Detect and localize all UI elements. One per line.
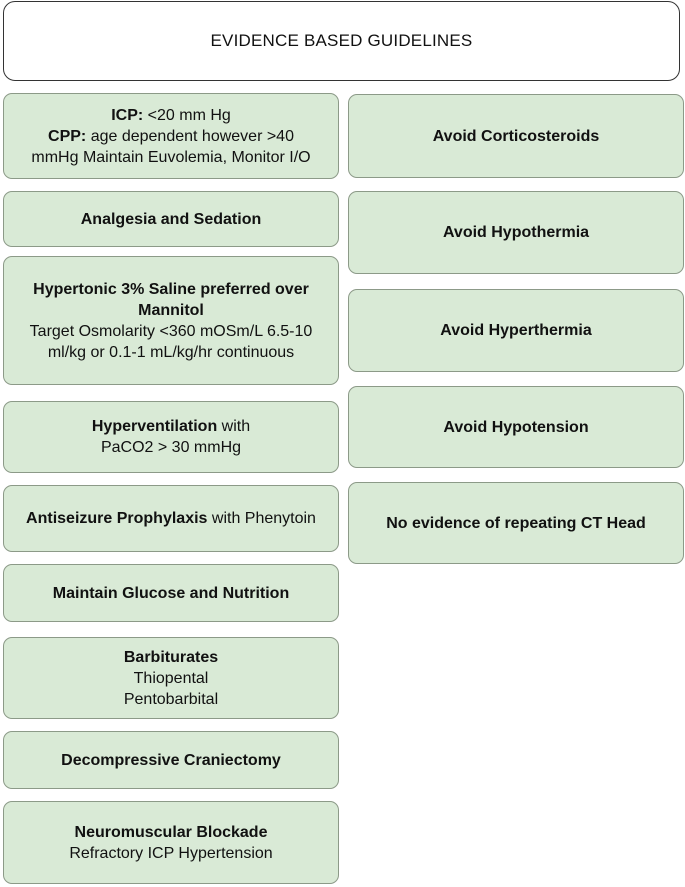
hyperventilation-target: PaCO2 > 30 mmHg: [100, 439, 242, 456]
cpp-value-2: mmHg Maintain Euvolemia, Monitor I/O: [31, 148, 311, 166]
antiseizure-text: with Phenytoin: [207, 510, 316, 527]
hypothermia-box: [348, 191, 684, 274]
antiseizure-box: [3, 485, 339, 552]
hyperventilation-with: with: [217, 418, 251, 435]
cpp-label: CPP:: [48, 127, 87, 145]
barbiturates-drug-2: Pentobarbital: [123, 690, 219, 708]
craniectomy-box: [3, 731, 339, 789]
saline-box: [3, 256, 339, 385]
analgesia-label: Analgesia and Sedation: [80, 210, 262, 228]
ct-head-box: [348, 482, 684, 564]
hypothermia-label: Avoid Hypothermia: [442, 224, 590, 241]
analgesia-box: [3, 191, 339, 247]
corticosteroids-box: [348, 94, 684, 178]
header-title: EVIDENCE BASED GUIDELINES: [210, 31, 473, 50]
hyperventilation-label: Hyperventilation: [91, 418, 218, 435]
saline-title-1: Hypertonic 3% Saline preferred over: [33, 280, 309, 298]
icp-label: ICP:: [111, 106, 144, 124]
icp-value: <20 mm Hg: [143, 106, 231, 124]
icp-cpp-box: [3, 93, 339, 179]
hypotension-label: Avoid Hypotension: [443, 418, 589, 436]
saline-title-2: Mannitol: [138, 301, 204, 319]
saline-text-1: Target Osmolarity <360 mOSm/L 6.5-10: [29, 322, 313, 340]
corticosteroids-label: Avoid Corticosteroids: [432, 127, 600, 145]
glucose-label: Maintain Glucose and Nutrition: [52, 584, 290, 602]
hyperventilation-box: [3, 401, 339, 473]
neuromuscular-box: [3, 801, 339, 884]
guidelines-header: [3, 1, 680, 81]
hyperthermia-label: Avoid Hyperthermia: [440, 322, 592, 339]
neuromuscular-label: Neuromuscular Blockade: [74, 823, 268, 841]
craniectomy-label: Decompressive Craniectomy: [61, 751, 281, 769]
barbiturates-drug-1: Thiopental: [133, 669, 209, 687]
glucose-box: [3, 564, 339, 622]
neuromuscular-text: Refractory ICP Hypertension: [69, 844, 273, 862]
hyperthermia-box: [348, 289, 684, 372]
antiseizure-label: Antiseizure Prophylaxis: [26, 510, 208, 527]
ct-head-label: No evidence of repeating CT Head: [386, 514, 646, 532]
cpp-value-1: age dependent however >40: [86, 127, 294, 145]
barbiturates-box: [3, 637, 339, 719]
barbiturates-label: Barbiturates: [123, 648, 219, 666]
saline-text-2: ml/kg or 0.1-1 mL/kg/hr continuous: [47, 343, 295, 361]
hypotension-box: [348, 386, 684, 468]
